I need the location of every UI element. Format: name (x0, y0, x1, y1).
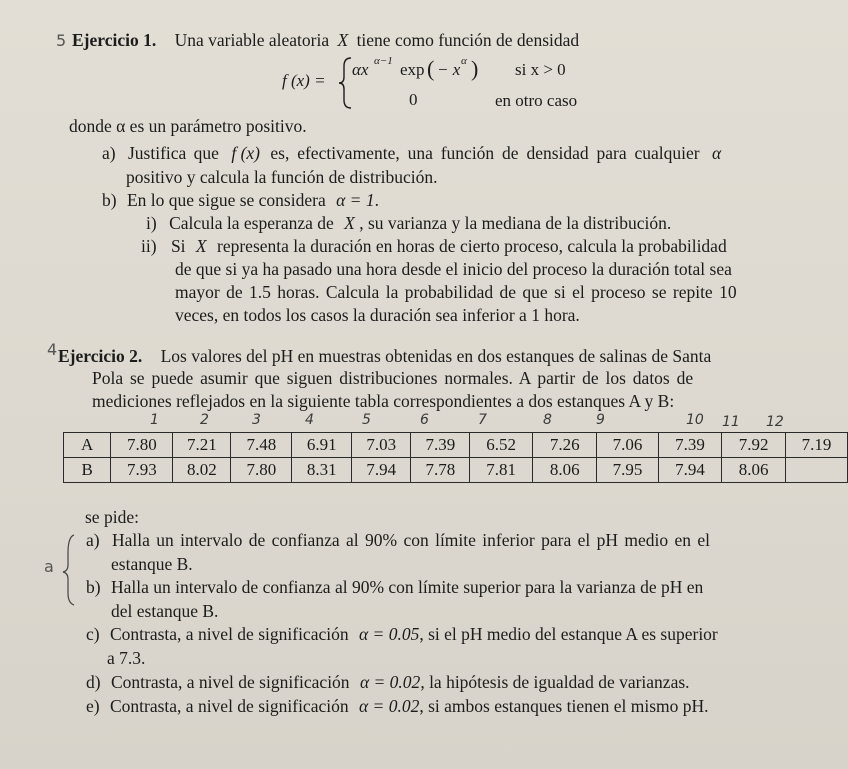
ex2-c-text-a: Contrasta, a nivel de significación (109, 624, 349, 644)
hand-num: 1 (150, 412, 159, 428)
ex1-i-x: X (344, 213, 355, 233)
table-cell: 7.81 (470, 458, 533, 483)
density-case2-expr: 0 (409, 90, 418, 109)
paren-open: ( (427, 56, 435, 81)
table-cell: 7.78 (411, 458, 470, 483)
table-cell: 7.03 (351, 433, 411, 458)
ex2-b-label: b) (86, 577, 101, 597)
ph-data-table (63, 432, 848, 483)
table-cell: 6.91 (292, 433, 352, 458)
ex1-ii-line3: mayor de 1.5 horas. Calcula la probabilidad de que si el proceso se repite 10 (175, 282, 737, 302)
density-case1-sup2: α (461, 55, 467, 67)
ex1-a-alpha: α (712, 143, 722, 163)
ex1-intro: Una variable aleatoria (174, 30, 330, 50)
ex1-ii-line2: de que si ya ha pasado una hora desde el inicio del proceso la duración total sea (175, 259, 732, 279)
ex2-c-alpha: α = 0.05 (358, 624, 420, 644)
density-lhs: f (x) = (282, 71, 326, 90)
hand-num: 2 (200, 412, 209, 428)
hand-num: 9 (596, 412, 605, 428)
density-case1-minus: − x (437, 60, 461, 79)
ex1-a-fx: f (x) (231, 143, 260, 163)
table-cell: 8.02 (173, 458, 231, 483)
ex1-title: Ejercicio 1. (72, 30, 157, 50)
ex2-d-line (86, 672, 690, 693)
ex1-b-line (102, 190, 379, 211)
ex2-a-label: a) (86, 530, 100, 550)
paren-close: ) (471, 56, 479, 81)
ex2-e-text-b: , si ambos estanques tienen el mismo pH. (419, 696, 709, 716)
ex1-var-x: X (337, 30, 349, 50)
table-cell: 7.80 (111, 433, 173, 458)
ex2-b-line1 (86, 577, 703, 598)
ex1-param-line: donde α es un parámetro positivo. (69, 116, 307, 136)
table-cell: 7.95 (597, 458, 658, 483)
ex2-c-line1 (86, 624, 718, 645)
table-cell: 6.52 (470, 433, 533, 458)
table-cell: 7.06 (597, 433, 658, 458)
ex1-heading-line (72, 30, 579, 51)
ex1-intro-end: tiene como función de densidad (356, 30, 580, 50)
ex2-heading-line (58, 346, 711, 367)
density-case1-cond: si x > 0 (515, 60, 566, 79)
hand-num: 8 (543, 412, 552, 428)
table-cell: 7.80 (231, 458, 292, 483)
ex2-d-text-b: , la hipótesis de igualdad de varianzas. (420, 672, 690, 692)
hand-num: 10 (686, 412, 704, 428)
ex2-line3: mediciones reflejados en la siguiente tabla correspondientes a dos estanques A y B: (92, 391, 675, 411)
margin-mark-se-pide: a (44, 557, 54, 576)
table-cell: 8.06 (533, 458, 597, 483)
handwritten-bracket-icon (60, 533, 78, 607)
hand-num: 4 (305, 412, 314, 428)
ex1-i-line (146, 213, 671, 234)
ex1-ii-si: Si (170, 236, 186, 256)
hand-num: 5 (362, 412, 371, 428)
ex2-d-label: d) (86, 672, 101, 692)
hand-num: 6 (420, 412, 429, 428)
table-cell (785, 458, 847, 483)
table-cell: 7.93 (111, 458, 173, 483)
table-cell: 7.48 (231, 433, 292, 458)
table-row (64, 433, 848, 458)
ex1-i-text: Calcula la esperanza de (169, 213, 334, 233)
ex1-a-text1: Justifica que (127, 143, 219, 163)
ex2-a-line1 (86, 530, 710, 551)
row-label: A (64, 433, 111, 458)
ex1-ii-line4: veces, en todos los casos la duración sea inferior a 1 hora. (175, 305, 580, 325)
margin-mark-ex2: 4 (47, 340, 58, 359)
ex2-c-text-b: , si el pH medio del estanque A es superior (419, 624, 718, 644)
ex2-e-alpha: α = 0.02 (358, 696, 420, 716)
ex1-ii-text1: representa la duración en horas de cierto proceso, calcula la probabilidad (217, 236, 727, 256)
ex2-b-line2: del estanque B. (111, 601, 219, 621)
hand-num: 7 (478, 412, 487, 428)
table-cell: 7.21 (173, 433, 231, 458)
table-cell: 8.31 (292, 458, 352, 483)
ex2-e-line (86, 696, 709, 717)
table-row (64, 458, 848, 483)
ex2-line1: Los valores del pH en muestras obtenidas en dos estanques de salinas de Santa (160, 346, 712, 366)
density-case1-expr: αx (352, 60, 369, 79)
ex2-e-label: e) (86, 696, 100, 716)
ex1-i-label: i) (146, 213, 157, 233)
hand-num: 12 (766, 414, 784, 430)
density-case1-exp: exp (400, 60, 425, 79)
ex1-ii-x: X (195, 236, 207, 256)
table-cell: 8.06 (722, 458, 786, 483)
margin-mark-ex1: 5 (56, 31, 67, 50)
ex1-b-label: b) (102, 190, 117, 210)
table-cell: 7.19 (785, 433, 847, 458)
ex2-c-label: c) (86, 624, 100, 644)
ex2-b-text: Halla un intervalo de confianza al 90% con límite superior para la varianza de pH en (110, 577, 704, 597)
ex2-a-text: Halla un intervalo de confianza al 90% con límite inferior para el pH medio en el (111, 530, 711, 550)
se-pide: se pide: (85, 507, 139, 527)
ex1-a-label: a) (102, 143, 116, 163)
ex2-e-text-a: Contrasta, a nivel de significación (109, 696, 349, 716)
hand-num: 3 (252, 412, 261, 428)
ex2-d-text-a: Contrasta, a nivel de significación (110, 672, 350, 692)
ex2-a-line2: estanque B. (111, 554, 193, 574)
ex1-i-text-end: , su varianza y la mediana de la distribución. (359, 213, 672, 233)
table-cell: 7.92 (722, 433, 786, 458)
row-label: B (64, 458, 111, 483)
table-cell: 7.26 (533, 433, 597, 458)
ex2-d-alpha: α = 0.02 (359, 672, 421, 692)
table-cell: 7.94 (351, 458, 411, 483)
ex2-line2: Pola se puede asumir que siguen distribuciones normales. A partir de los datos de (92, 368, 694, 388)
ex1-a-line1 (102, 143, 802, 164)
density-case1-sup: α−1 (374, 55, 393, 67)
ex1-a-line2: positivo y calcula la función de distribución. (126, 167, 438, 187)
density-case2-cond: en otro caso (495, 91, 578, 110)
hand-num: 11 (722, 414, 740, 430)
table-cell: 7.39 (658, 433, 722, 458)
ex1-b-text: En lo que sigue se considera (126, 190, 326, 210)
ex1-b-dot: . (374, 190, 379, 210)
ex1-b-eq: α = 1 (336, 190, 375, 210)
ex2-title: Ejercicio 2. (58, 346, 143, 366)
ex1-ii-label: ii) (141, 236, 157, 256)
ex1-ii-line1 (141, 236, 727, 257)
ex1-a-text2: es, efectivamente, una función de densidad para cualquier (270, 143, 700, 163)
ex2-c-line2: a 7.3. (107, 648, 146, 668)
table-cell: 7.39 (411, 433, 470, 458)
table-cell: 7.94 (658, 458, 722, 483)
